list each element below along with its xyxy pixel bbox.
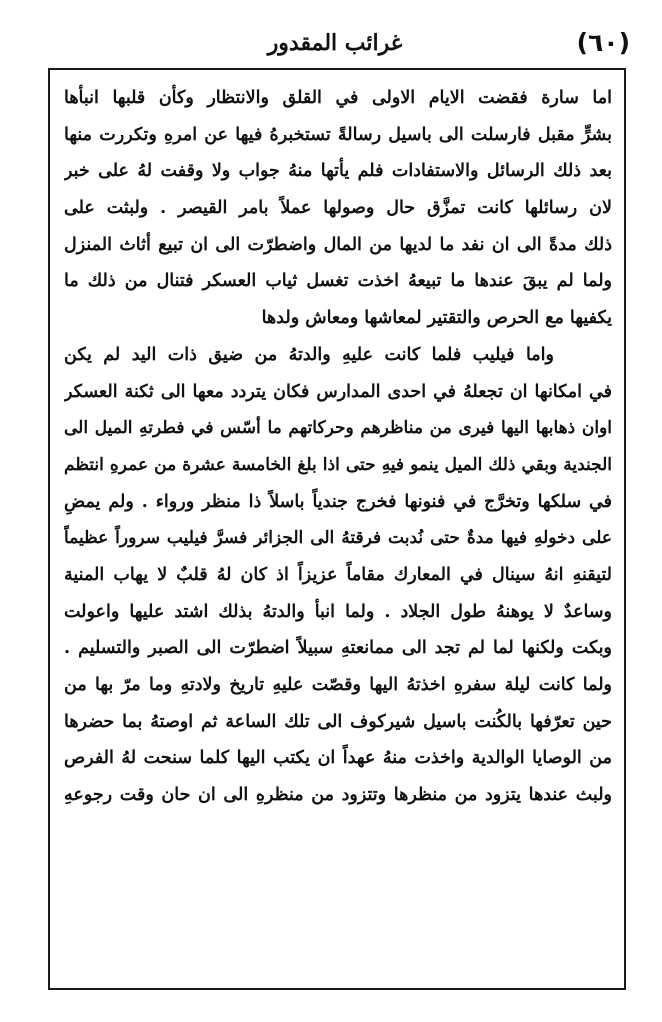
text-line: وبكت ولكنها لما لم تجد الى ممانعتهِ سبيلاً اضطرّت الى الصبر والتسليم . — [64, 638, 612, 659]
text-line: لان رسائلها كانت تمزَّق حال وصولها عملاً بامر القيصر . ولبثت على — [64, 198, 612, 219]
book-title: غرائب المقدور — [267, 30, 403, 56]
text-line: بشرٍّ مقبل فارسلت الى باسيل رسالةً تستخبرهُ فيها عن امرهِ وتكررت منها — [64, 124, 612, 145]
text-line: ذلك مدةً الى ان نفد ما لديها من المال واضطرّت الى ان تبيع أثاث المنزل — [64, 234, 612, 255]
text-line: لتيقنهِ انهُ سينال في المعارك مقاماً عزيزاً اذ كان لهُ قلبٌ لا يهاب المنية — [64, 564, 612, 585]
text-line: على دخولهِ فيها مدةٌ حتى نُدبت فرقتهُ الى الجزائر فسرَّ فيليب سروراً عظيماً — [64, 528, 612, 549]
text-line: يكفيها مع الحرص والتقتير لمعاشها ومعاش ولدها — [261, 308, 612, 329]
page-number: (٦٠) — [576, 28, 630, 57]
body-text — [50, 70, 624, 814]
text-line: واما فيليب فلما كانت عليهِ والدتهُ من ضيق ذات اليد لم يكن — [64, 344, 554, 365]
text-line: ولبث عندها يتزود من منظرها وتتزود من منظرهِ الى ان حان وقت رجوعهِ — [64, 785, 612, 806]
text-line: في امكانها ان تجعلهُ في احدى المدارس فكان يتردد معها الى ثكنة العسكر — [64, 381, 612, 402]
text-line: اوان ذهابها اليها فيرى من مناظرهم وحركاتهم ما أسّس في فطرتهِ الميل الى — [64, 418, 612, 439]
page-header — [30, 22, 640, 62]
text-line: حين تعرّفها بالكُنت باسيل شيركوف الى تلك الساعة ثم اوصتهُ بما حضرها — [64, 711, 612, 732]
text-line: وساعدٌ لا يوهنهُ طول الجلاد . ولما انبأ والدتهُ بذلك اشتد عليها واعولت — [64, 601, 612, 622]
text-line: اما سارة فقضت الايام الاولى في القلق والانتظار وكأن قلبها انبأها — [64, 88, 612, 108]
text-line: ولما كانت ليلة سفرهِ اخذتهُ اليها وقصّت عليهِ تاريخ ولادتهِ وما مرّ بها من — [64, 675, 612, 695]
text-line: بعد ذلك الرسائل والاستفادات فلم يأتها منهُ جواب ولا وقفت لهُ على خبر — [64, 161, 612, 182]
text-line: من الوصايا الوالدية واخذت منهُ عهداً ان يكتب اليها كلما سنحت لهُ الفرص — [64, 748, 612, 769]
text-line: الجندية وبقي ذلك الميل ينمو فيهِ حتى اذا بلغ الخامسة عشرة من عمرهِ انتظم — [64, 454, 612, 475]
text-line: في سلكها وتخرَّج في فنونها فخرج جندياً باسلاً ذا منظر ورواء . ولم يمضِ — [64, 491, 612, 512]
text-frame — [48, 68, 626, 990]
text-line: ولما لم يبقَ عندها ما تبيعهُ اخذت تغسل ثياب العسكر فتنال من ذلك ما — [64, 271, 612, 292]
